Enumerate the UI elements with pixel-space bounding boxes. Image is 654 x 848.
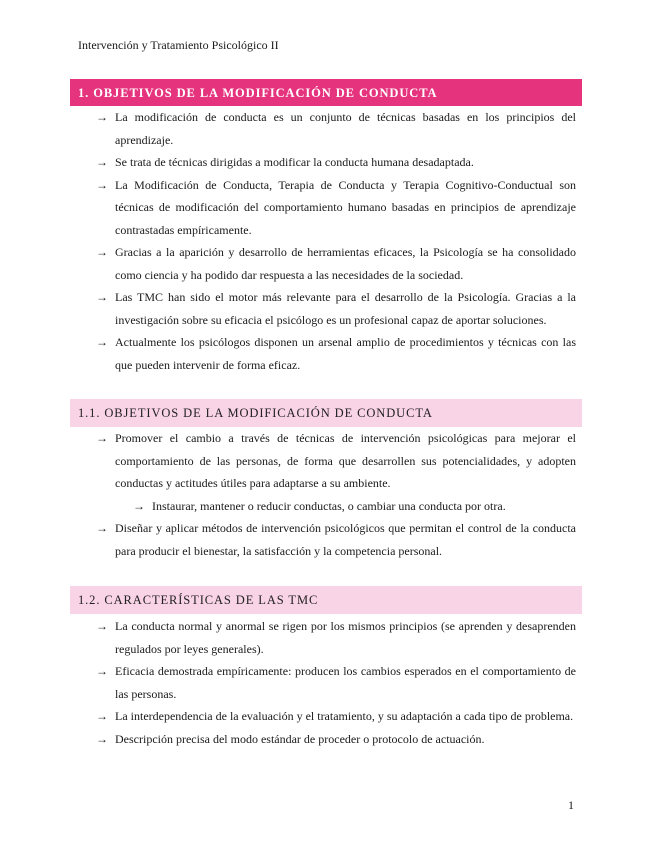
list-item-text: Se trata de técnicas dirigidas a modificar la conducta humana desadaptada.: [115, 155, 474, 169]
list-item-text: La conducta normal y anormal se rigen por los mismos principios (se aprenden y desaprenden regulados por leyes generales).: [115, 619, 576, 656]
list-item: [70, 517, 582, 562]
list-item-text: Diseñar y aplicar métodos de intervención psicológicos que permitan el control de la conducta para producir el bienestar, la satisfacción y la competencia personal.: [115, 521, 576, 558]
bullet-list: [70, 427, 582, 562]
list-item: [70, 427, 582, 495]
sub-list-item: [70, 495, 582, 518]
arrow-right-icon: →: [96, 664, 108, 678]
list-item-text: Descripción precisa del modo estándar de proceder o protocolo de actuación.: [115, 731, 485, 746]
arrow-right-icon: →: [96, 155, 108, 169]
section-objetivos-sub: [70, 399, 582, 562]
list-item-text: Eficacia demostrada empíricamente: producen los cambios esperados en el comportamiento de las personas.: [115, 664, 576, 701]
bullet-list: [70, 615, 582, 750]
list-item-text: Instaurar, mantener o reducir conductas, o cambiar una conducta por otra.: [152, 498, 506, 513]
list-item: [70, 286, 582, 331]
arrow-right-icon: →: [133, 498, 145, 513]
arrow-right-icon: →: [96, 177, 108, 192]
list-item-text: La modificación de conducta es un conjunto de técnicas basadas en los principios del aprendizaje.: [115, 110, 576, 147]
page-number: 1: [568, 798, 574, 812]
arrow-right-icon: →: [96, 619, 108, 633]
arrow-right-icon: →: [96, 245, 108, 259]
list-item: [70, 728, 582, 751]
running-header: Intervención y Tratamiento Psicológico II: [78, 38, 279, 52]
section-caracteristicas: [70, 586, 582, 750]
list-item: [70, 660, 582, 705]
arrow-right-icon: →: [96, 110, 108, 124]
list-item-text: Las TMC han sido el motor más relevante para el desarrollo de la Psicología. Gracias a la investigación sobre su eficacia el psicólogo es un profesional capaz de aportar soluciones.: [115, 290, 576, 327]
section-heading: 1.1. OBJETIVOS DE LA MODIFICACIÓN DE CONDUCTA: [70, 399, 582, 427]
section-objetivos: [70, 79, 582, 376]
list-item: [70, 106, 582, 151]
arrow-right-icon: →: [96, 290, 108, 304]
list-item-text: Promover el cambio a través de técnicas de intervención psicológicas para mejorar el comportamiento de las personas, de forma que desarrollen sus potencialidades, y adopten conductas y actitudes útiles para adaptarse a su ambiente.: [115, 431, 576, 490]
arrow-right-icon: →: [96, 521, 108, 535]
bullet-list: [70, 106, 582, 376]
arrow-right-icon: →: [96, 709, 108, 723]
list-item: [70, 615, 582, 660]
section-heading: 1. OBJETIVOS DE LA MODIFICACIÓN DE CONDUCTA: [70, 79, 582, 106]
list-item-text: La interdependencia de la evaluación y el tratamiento, y su adaptación a cada tipo de problema.: [115, 709, 574, 723]
arrow-right-icon: →: [96, 431, 108, 445]
list-item: [70, 241, 582, 286]
arrow-right-icon: →: [96, 335, 108, 349]
list-item-text: La Modificación de Conducta, Terapia de Conducta y Terapia Cognitivo-Conductual son técnicas de modificación del comportamiento humano basadas en principios de aprendizaje contrastadas empíricamente.: [115, 177, 576, 237]
list-item-text: Actualmente los psicólogos disponen un arsenal amplio de procedimientos y técnicas con las que pueden intervenir de forma eficaz.: [115, 335, 576, 372]
list-item: [70, 174, 582, 242]
arrow-right-icon: →: [96, 731, 108, 746]
section-heading: 1.2. CARACTERÍSTICAS DE LAS TMC: [70, 586, 582, 614]
list-item: [70, 151, 582, 174]
list-item: [70, 705, 582, 728]
list-item-text: Gracias a la aparición y desarrollo de herramientas eficaces, la Psicología se ha consolidado como ciencia y ha podido dar respuesta a las necesidades de la sociedad.: [115, 245, 576, 282]
list-item: [70, 331, 582, 376]
